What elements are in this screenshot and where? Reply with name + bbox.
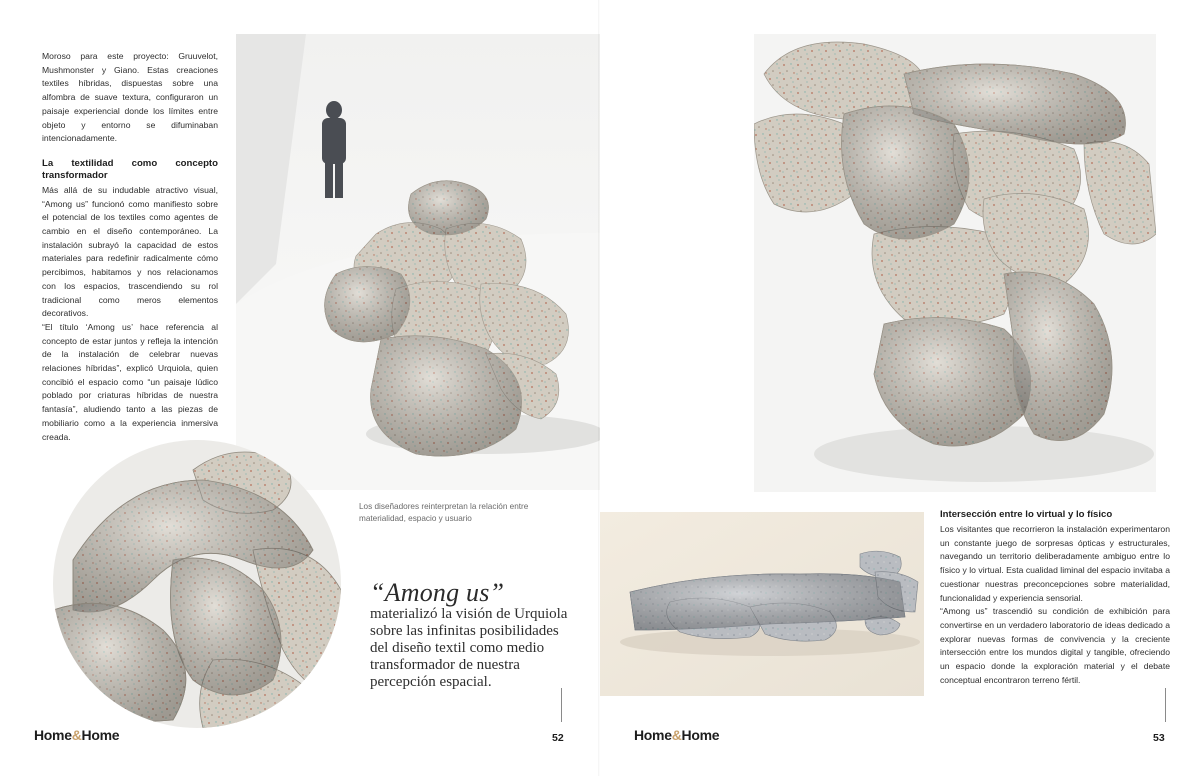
left-text-column xyxy=(42,50,218,444)
magazine-logo xyxy=(34,727,119,743)
logo-ampersand: & xyxy=(671,727,682,743)
page-divider-line xyxy=(561,688,562,722)
body-paragraph-1: Más allá de su indudable atractivo visual, “Among us” funcionó como manifiesto sobre el potencial de los textiles como agentes de cambio en el diseño contemporáneo. La instalación subrayó la capacidad de estos materiales para redefinir radicalmente cómo percibimos, habitamos y nos relacionamos con los espacios, trascendiendo su rol tradicional como meros elementos decorativos. xyxy=(42,184,218,319)
page-number: 52 xyxy=(552,732,564,744)
right-paragraph-1: Los visitantes que recorrieron la instalación experimentaron un constante juego de sorpresas ópticas y estructurales, navegando un territorio deliberadamente ambiguo entre lo físico y lo virtual. Esta cualidad liminal del espacio invitaba a cuestionar nuestras preconcepciones sobre materialidad, funcionalidad y experiencia sensorial. xyxy=(940,524,1170,603)
intro-paragraph: Moroso para este proyecto: Gruuvelot, Mushmonster y Giano. Estas creaciones textiles híbridas, dispuestas sobre una alfombra de suave textura, configuraron un paisaje experiencial donde los límites entre objeto y entorno se difuminaban intencionadamente. xyxy=(42,51,218,144)
page-number-right: 53 xyxy=(1153,732,1165,744)
right-text-column xyxy=(940,509,1170,687)
body-paragraph-2: “El título ‘Among us’ hace referencia al concepto de estar juntos y refleja la intención de la instalación de celebrar nuevas relaciones híbridas”, explicó Urquiola, quien concibió el espacio como “un paisaje lúdico poblado por criaturas híbridas de nuestra fantasía”, aludiendo tanto a las piezas de mobiliario como a la experiencia inmersiva creada. xyxy=(42,321,218,442)
photo-caption: Los diseñadores reinterpretan la relación entre materialidad, espacio y usuario xyxy=(359,502,529,523)
section-heading-interseccion: Intersección entre lo virtual y lo físico xyxy=(940,509,1113,520)
pull-quote-body: materializó la visión de Urquiola sobre las infinitas posibilidades del diseño textil como medio transformador de nuestra percepción espacial. xyxy=(370,606,568,690)
logo-ampersand: & xyxy=(71,727,82,743)
circular-sofa-photo xyxy=(53,440,341,728)
right-paragraph-2: “Among us” trascendió su condición de exhibición para convertirse en un verdadero laboratorio de ideas dedicado a explorar nuevas formas de convivencia y la creciente intersección entre los mundos digital y tangible, ofreciendo un espacio donde la exploración material y el debate conceptual encontraron terreno fértil. xyxy=(940,606,1170,685)
logo-word-2: Home xyxy=(81,727,120,743)
right-page xyxy=(600,0,1200,776)
serpentine-sofa-photo xyxy=(754,34,1156,492)
section-heading-textilidad: La textilidad como concepto transformador xyxy=(42,157,218,181)
page-divider-line-right xyxy=(1165,688,1166,722)
logo-word-2: Home xyxy=(681,727,720,743)
pull-quote-title: “Among us” xyxy=(370,578,505,607)
logo-word-1: Home xyxy=(34,727,72,743)
magazine-logo-right xyxy=(634,727,719,743)
logo-word-1: Home xyxy=(634,727,672,743)
studio-sofa-photo xyxy=(600,512,924,696)
